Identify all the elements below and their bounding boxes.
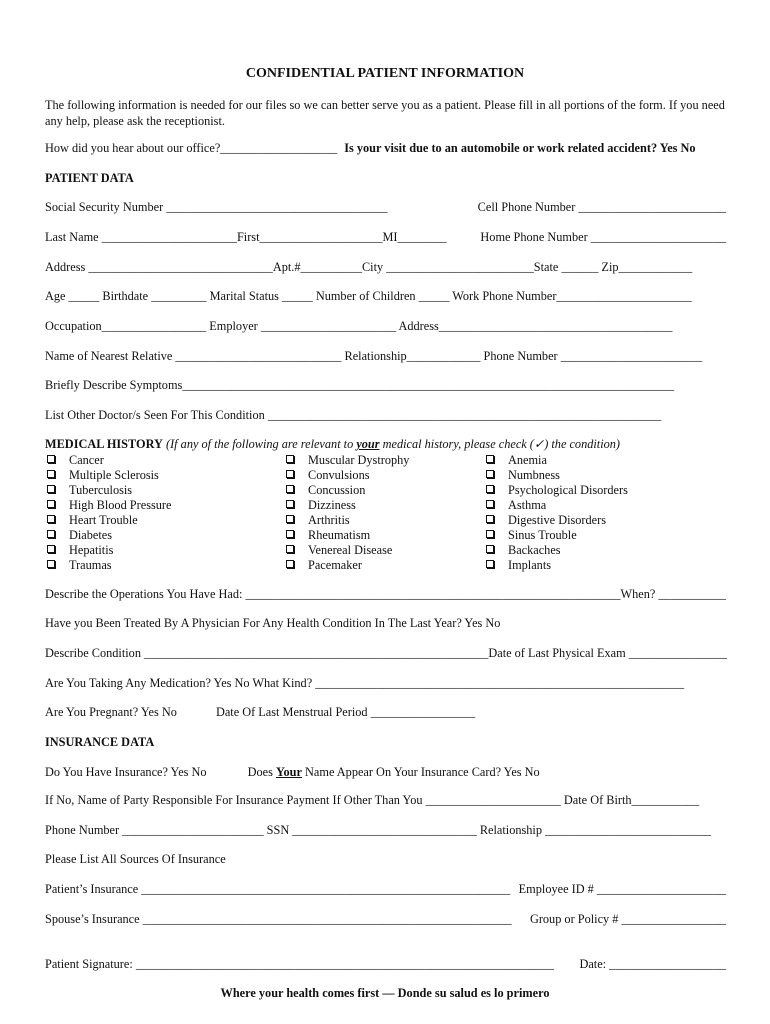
condition-label: Convulsions <box>308 468 370 482</box>
intro-text: The following information is needed for our files so we can better serve you as a patient. Please fill in all portions of the form. If you need any help, please ask the receptionist. <box>45 98 725 128</box>
condition-field[interactable]: Describe Condition ________________________________________________________Date of Last Physical Exam ________________ <box>45 646 728 660</box>
patient-insurance-field[interactable]: Patient’s Insurance ____________________________________________________________ <box>45 882 511 896</box>
condition-label: Sinus Trouble <box>508 528 577 542</box>
condition-label: Psychological Disorders <box>508 483 628 497</box>
checkbox-icon[interactable] <box>486 485 494 493</box>
checkbox-icon[interactable] <box>47 560 55 568</box>
checkbox-icon[interactable] <box>47 530 55 538</box>
condition-checkbox-item[interactable] <box>286 528 409 543</box>
condition-checkbox-item[interactable] <box>47 558 171 573</box>
insurance-sources-label: Please List All Sources Of Insurance <box>45 852 226 866</box>
checkbox-icon[interactable] <box>47 545 55 553</box>
condition-column-2 <box>286 453 409 573</box>
checkbox-icon[interactable] <box>486 470 494 478</box>
condition-label: Venereal Disease <box>308 543 393 557</box>
checkbox-icon[interactable] <box>47 470 55 478</box>
operations-field[interactable]: Describe the Operations You Have Had: _____________________________________________________________When? ___________ <box>45 587 727 601</box>
date-field[interactable]: Date: ___________________ <box>579 957 726 971</box>
insurance-data-header: INSURANCE DATA <box>45 735 155 749</box>
relative-field[interactable]: Name of Nearest Relative ___________________________ Relationship____________ Phone Number _______________________ <box>45 349 703 363</box>
employee-id-field[interactable]: Employee ID # _____________________ <box>518 882 726 896</box>
pregnant-question[interactable]: Are You Pregnant? Yes No <box>45 705 177 719</box>
condition-checkbox-item[interactable] <box>47 513 171 528</box>
checkbox-icon[interactable] <box>47 515 55 523</box>
condition-checkbox-item[interactable] <box>486 498 628 513</box>
condition-checkbox-item[interactable] <box>47 453 171 468</box>
condition-label: Multiple Sclerosis <box>69 468 159 482</box>
phone-ssn-field[interactable]: Phone Number _______________________ SSN ______________________________ Relationship ___________________________ <box>45 823 712 837</box>
spouse-insurance-field[interactable]: Spouse’s Insurance ____________________________________________________________ <box>45 912 512 926</box>
checkbox-icon[interactable] <box>486 530 494 538</box>
checkbox-icon[interactable] <box>286 470 294 478</box>
condition-label: Arthritis <box>308 513 350 527</box>
name-row <box>45 230 726 245</box>
condition-label: Heart Trouble <box>69 513 138 527</box>
occupation-field[interactable]: Occupation_________________ Employer ______________________ Address______________________________________ <box>45 319 673 333</box>
responsible-party-field[interactable]: If No, Name of Party Responsible For Insurance Payment If Other Than You ______________________ Date Of Birth___________ <box>45 793 700 807</box>
treated-question[interactable]: Have you Been Treated By A Physician For Any Health Condition In The Last Year? Yes No <box>45 616 501 630</box>
checkbox-icon[interactable] <box>486 500 494 508</box>
checkbox-icon[interactable] <box>286 530 294 538</box>
condition-label: Concussion <box>308 483 366 497</box>
ssn-field[interactable]: Social Security Number ____________________________________ <box>45 200 388 214</box>
condition-checkbox-item[interactable] <box>486 558 628 573</box>
condition-checkbox-item[interactable] <box>486 543 628 558</box>
condition-checkbox-item[interactable] <box>286 498 409 513</box>
patient-data-header: PATIENT DATA <box>45 171 134 185</box>
pregnancy-row <box>45 705 726 720</box>
medical-history-note: (If any of the following are relevant to your medical history, please check (✓) the condition) <box>165 437 621 451</box>
checkbox-icon[interactable] <box>486 545 494 553</box>
condition-checkbox-item[interactable] <box>486 483 628 498</box>
condition-checkbox-item[interactable] <box>286 543 409 558</box>
condition-column-1 <box>47 453 171 573</box>
condition-checkbox-item[interactable] <box>286 453 409 468</box>
condition-label: Asthma <box>508 498 547 512</box>
condition-label: Rheumatism <box>308 528 371 542</box>
condition-checkbox-item[interactable] <box>286 513 409 528</box>
condition-label: Dizziness <box>308 498 356 512</box>
condition-label: Pacemaker <box>308 558 362 572</box>
home-phone-field[interactable]: Home Phone Number ______________________ <box>480 230 726 244</box>
medical-history-header <box>45 437 726 452</box>
referral-field[interactable]: How did you hear about our office?___________________ <box>45 141 338 155</box>
signature-row <box>45 957 726 972</box>
condition-checkbox-item[interactable] <box>47 468 171 483</box>
condition-checkbox-item[interactable] <box>47 483 171 498</box>
group-policy-field[interactable]: Group or Policy # _________________ <box>529 912 726 926</box>
form-title: CONFIDENTIAL PATIENT INFORMATION <box>245 66 525 81</box>
condition-label: High Blood Pressure <box>69 498 172 512</box>
checkbox-icon[interactable] <box>47 455 55 463</box>
condition-label: Backaches <box>508 543 561 557</box>
condition-checkbox-item[interactable] <box>286 558 409 573</box>
condition-label: Traumas <box>69 558 112 572</box>
condition-column-3 <box>486 453 628 573</box>
condition-label: Tuberculosis <box>69 483 133 497</box>
menstrual-field[interactable]: Date Of Last Menstrual Period _________________ <box>215 705 476 719</box>
referral-row <box>45 141 726 156</box>
condition-checkbox-item[interactable] <box>286 483 409 498</box>
condition-label: Numbness <box>508 468 560 482</box>
have-insurance-question[interactable]: Do You Have Insurance? Yes No <box>45 765 207 779</box>
symptoms-field[interactable]: Briefly Describe Symptoms________________________________________________________________________________ <box>45 378 675 392</box>
condition-label: Muscular Dystrophy <box>308 453 410 467</box>
signature-field[interactable]: Patient Signature: ____________________________________________________________________ <box>45 957 554 971</box>
cell-phone-field[interactable]: Cell Phone Number ________________________ <box>477 200 726 214</box>
condition-label: Anemia <box>508 453 547 467</box>
checkbox-icon[interactable] <box>486 515 494 523</box>
accident-question[interactable]: Is your visit due to an automobile or work related accident? Yes No <box>344 141 696 155</box>
age-row-field[interactable]: Age _____ Birthdate _________ Marital Status _____ Number of Children _____ Work Phone Number______________________ <box>45 289 692 303</box>
condition-label: Hepatitis <box>69 543 114 557</box>
condition-checkbox-item[interactable] <box>486 513 628 528</box>
checkbox-icon[interactable] <box>47 485 55 493</box>
insurance-question-row <box>45 765 726 780</box>
medication-field[interactable]: Are You Taking Any Medication? Yes No What Kind? ____________________________________________________________ <box>45 676 685 690</box>
condition-checkbox-item[interactable] <box>486 453 628 468</box>
ssn-row <box>45 200 726 215</box>
checkbox-icon[interactable] <box>286 545 294 553</box>
checkbox-icon[interactable] <box>286 485 294 493</box>
checkbox-icon[interactable] <box>286 515 294 523</box>
condition-checkbox-item[interactable] <box>47 543 171 558</box>
medical-history-title: MEDICAL HISTORY <box>45 437 163 451</box>
checkbox-icon[interactable] <box>286 500 294 508</box>
spouse-insurance-row <box>45 912 726 927</box>
patient-insurance-row <box>45 882 726 897</box>
checkbox-icon[interactable] <box>486 560 494 568</box>
condition-label: Digestive Disorders <box>508 513 607 527</box>
checkbox-icon[interactable] <box>286 560 294 568</box>
condition-checkbox-item[interactable] <box>47 498 171 513</box>
checkbox-icon[interactable] <box>286 455 294 463</box>
condition-label: Implants <box>508 558 552 572</box>
other-doctors-field[interactable]: List Other Doctor/s Seen For This Condition ________________________________________________________________ <box>45 408 662 422</box>
condition-checkbox-item[interactable] <box>286 468 409 483</box>
checkbox-icon[interactable] <box>47 500 55 508</box>
condition-checkbox-item[interactable] <box>47 528 171 543</box>
condition-checkbox-item[interactable] <box>486 528 628 543</box>
condition-checkbox-item[interactable] <box>486 468 628 483</box>
condition-label: Diabetes <box>69 528 113 542</box>
condition-label: Cancer <box>69 453 104 467</box>
address-field[interactable]: Address ______________________________Apt.#__________City ________________________State ______ Zip____________ <box>45 260 693 274</box>
name-appear-question[interactable]: Does Your Name Appear On Your Insurance Card? Yes No <box>247 765 540 779</box>
footer-tagline: Where your health comes first — Donde su salud es lo primero <box>220 986 550 1000</box>
name-field[interactable]: Last Name ______________________First____________________MI________ <box>45 230 447 244</box>
checkbox-icon[interactable] <box>486 455 494 463</box>
